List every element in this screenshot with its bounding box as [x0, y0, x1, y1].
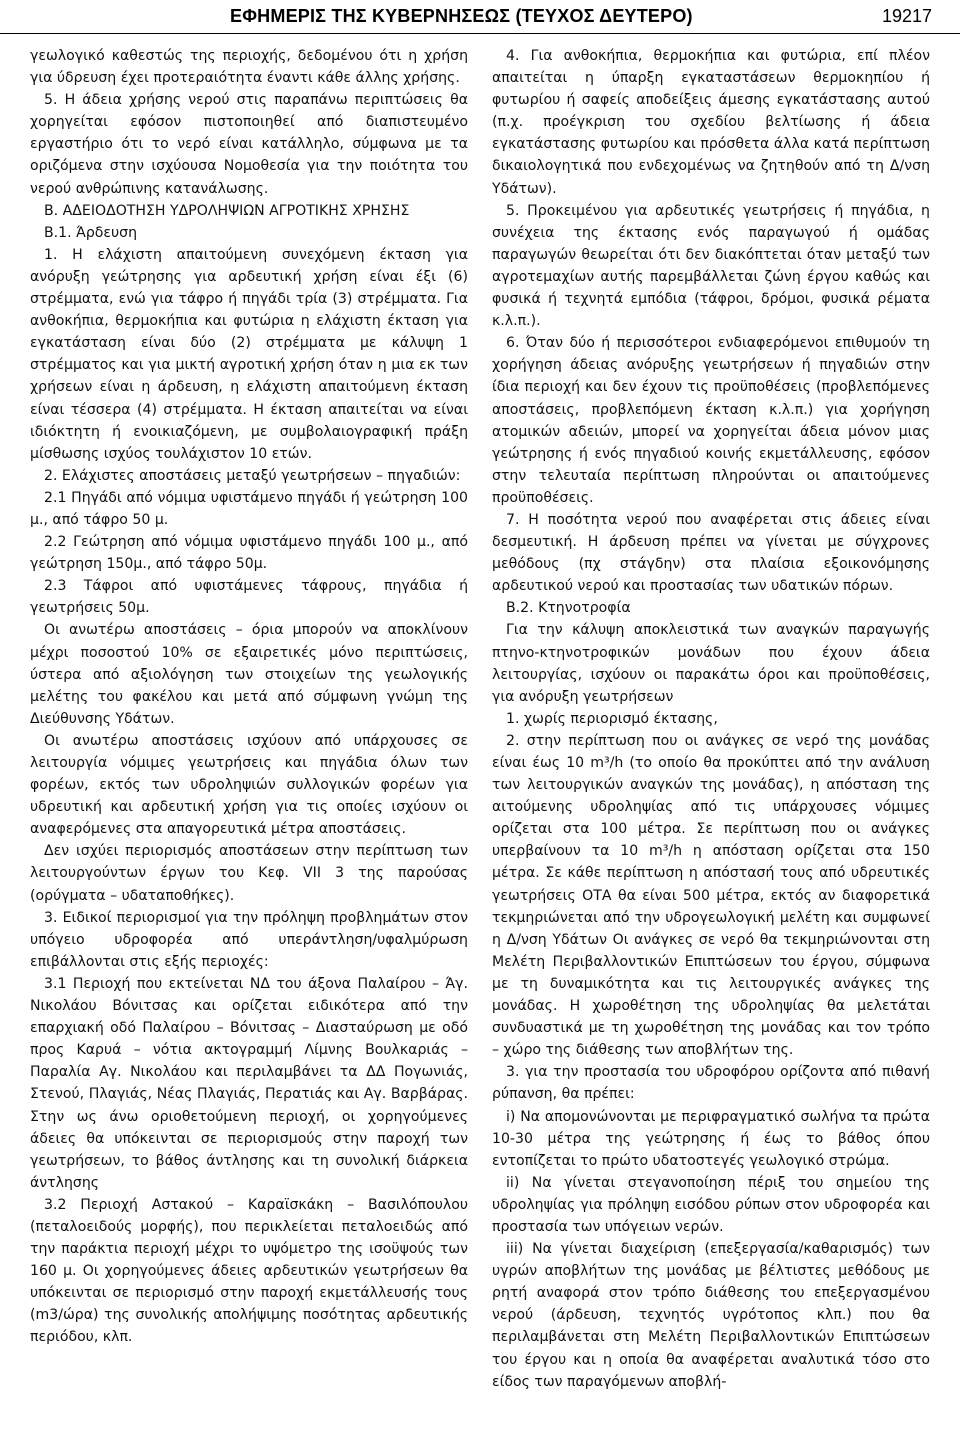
paragraph: 2. στην περίπτωση που οι ανάγκες σε νερό της μονάδας είναι έως 10 m³/h (το οποίο θα προκύπτει από την ανάλυση των λειτουργικών αναγκών της μονάδας), η απόσταση της αιτούμενης υδροληψίας από τις υπάρχουσες νόμιμες ορίζεται στα 100 μέτρα. Σε περίπτωση που οι ανάγκες υπερβαίνουν τα 10 m³/h η απόσταση ορίζεται στα 150 μέτρα. Σε κάθε περίπτωση η απόστασή τους από υδρευτικές γεωτρήσεις ΟΤΑ θα είναι 500 μέτρα, εκτός αν διαφορετικά τεκμηριώνεται από την υδρογεωλογική μελέτη και συμφωνεί η Δ/νση Υδάτων Οι ανάγκες σε νερό θα τεκμηριώνονται στη Μελέτη Περιβαλλοντικών Επιπτώσεων του έργου, σύμφωνα με τη δυναμικότητα και τις λειτουργικές ανάγκες της μονάδας. Η χωροθέτηση της υδροληψίας θα μελετάται συνδυαστικά με τη χωροθέτηση της μονάδας και τον τρόπο – χώρο της διάθεσης των αποβλήτων της.: [492, 732, 930, 1059]
section-heading: Β. ΑΔΕΙΟΔΟΤΗΣΗ ΥΔΡΟΛΗΨΙΩΝ ΑΓΡΟΤΙΚΗΣ ΧΡΗΣΗΣ: [44, 202, 410, 219]
paragraph: i) Να απομονώνονται με περιφραγματικό σωλήνα τα πρώτα 10-30 μέτρα της γεώτρησης ή έως το βάθος όπου εντοπίζεται το πρώτο υδατοστεγές γεωλογικό στρώμα.: [492, 1108, 930, 1169]
paragraph: 4. Για ανθοκήπια, θερμοκήπια και φυτώρια, επί πλέον απαιτείται η ύπαρξη εγκαταστάσεων θερμοκηπίου ή φυτωρίου ή σαφείς αποδείξεις άμεσης εγκατάστασης αυτού (π.χ. προέγκριση του σχεδίου βελτίωσης ή άδεια εγκατάστασης φυτωρίου και πρόσθετα άλλα κατά περίπτωση δικαιολογητικά που ενδεχομένως να ζητηθούν από τη Δ/νση Υδάτων).: [492, 48, 930, 197]
paragraph: 2. Ελάχιστες αποστάσεις μεταξύ γεωτρήσεων – πηγαδιών:: [44, 467, 461, 484]
paragraph: 3. Ειδικοί περιορισμοί για την πρόληψη προβλημάτων στον υπόγειο υδροφορέα από υπεράντληση/υφαλμύρωση επιβάλλονται στις εξής περιοχές:: [30, 909, 468, 970]
paragraph: 3. για την προστασία του υδροφόρου ορίζοντα από πιθανή ρύπανση, θα πρέπει:: [492, 1064, 930, 1103]
page-header: [30, 6, 940, 30]
paragraph: Για την κάλυψη αποκλειστικά των αναγκών παραγωγής πτηνο-κτηνοτροφικών μονάδων που έχουν άδεια λειτουργίας, ισχύουν οι παρακάτω όροι και προϋποθέσεις, για ανόρυξη γεωτρήσεων: [492, 622, 930, 705]
paragraph: 6. Όταν δύο ή περισσότεροι ενδιαφερόμενοι επιθυμούν τη χορήγηση άδειας ανόρυξης γεωτρήσεων ή πηγαδιών στην ίδια περιοχή και δεν έχουν τις προϋποθέσεις (προβλεπόμενες αποστάσεις, προβλεπόμενη έκταση κ.λ.π.) για χορήγηση ατομικών αδειών, μπορεί να χορηγείται άδεια μόνον μιας γεώτρησης ή ενός πηγαδιού κοινής εκμετάλλευσης, εφόσον στην τελευταία περίπτωση πληρούνται οι απαιτούμενες προϋποθέσεις.: [492, 335, 930, 506]
subsection-heading: Β.2. Κτηνοτροφία: [506, 600, 631, 617]
paragraph: 5. Η άδεια χρήσης νερού στις παραπάνω περιπτώσεις θα χορηγείται εφόσον πιστοποιηθεί από διαπιστευμένο εργαστήριο ότι το νερό είναι κατάλληλο, σύμφωνα με τα οριζόμενα στην ισχύουσα Νομοθεσία για την ποιότητα του νερού ανθρώπινης κατανάλωσης.: [30, 92, 468, 197]
paragraph: 5. Προκειμένου για αρδευτικές γεωτρήσεις ή πηγάδια, η συνέχεια της έκτασης ενός παραγωγού ή ομάδας παραγωγών θεωρείται ότι δεν διακόπτεται όταν μεταξύ των αγροτεμαχίων αυτής παρεμβάλλεται ζώνη έργου καθώς και φυσικά ή τεχνητά εμπόδια (τάφροι, δρόμοι, φυσικά ρέματα κ.λ.π.).: [492, 202, 930, 330]
paragraph: 7. Η ποσότητα νερού που αναφέρεται στις άδειες είναι δεσμευτική. Η άρδευση πρέπει να γίνεται με σύγχρονες μεθόδους (πχ στάγδην) στα πλαίσια εξοικονόμησης αρδευτικού νερού και προστασίας των υδατικών πόρων.: [492, 511, 930, 595]
header-rule: [0, 33, 960, 34]
paragraph: iii) Να γίνεται διαχείριση (επεξεργασία/καθαρισμός) των υγρών αποβλήτων της μονάδας με βέλτιστες μεθόδους με ρητή αναφορά στον τρόπο διάθεσης του επεξεργασμένου νερού (άρδευση, τεχνητός υγρότοπος κλπ.) που θα περιλαμβάνεται στη Μελέτη Περιβαλλοντικών Επιπτώσεων του έργου και η οποία θα αναφέρεται αναλυτικά τόσο στο είδος των παραγόμενων αποβλή-: [492, 1241, 930, 1390]
paragraph: Οι ανωτέρω αποστάσεις ισχύουν από υπάρχουσες σε λειτουργία νόμιμες γεωτρήσεις και πηγάδια όλων των φορέων, εκτός των υδροληψιών συλλογικών φορέων για υδρευτική και αρδευτική χρήση για τις οποίες ισχύουν οι αναφερόμενες στα απαγορευτικά μέτρα αποστάσεις.: [30, 732, 468, 838]
paragraph: 2.3 Τάφροι από υφιστάμενες τάφρους, πηγάδια ή γεωτρήσεις 50μ.: [30, 578, 468, 617]
header-title: ΕΦΗΜΕΡΙΣ ΤΗΣ ΚΥΒΕΡΝΗΣΕΩΣ (ΤΕΥΧΟΣ ΔΕΥΤΕΡΟ): [230, 6, 693, 26]
paragraph: ii) Να γίνεται στεγανοποίηση πέριξ του σημείου της υδροληψίας για πρόληψη εισόδου ρύπων στον υδροφορέα και προστασία των υπόγειων νερών.: [492, 1174, 930, 1235]
left-column: [30, 45, 468, 1349]
paragraph: γεωλογικό καθεστώς της περιοχής, δεδομένου ότι η χρήση για ύδρευση έχει προτεραιότητα έναντι κάθε άλλης χρήσης.: [30, 48, 468, 87]
paragraph: 3.2 Περιοχή Αστακού – Καραϊσκάκη – Βασιλόπουλου (πεταλοειδούς μορφής), που περικλείεται πεταλοειδώς από την παράκτια περιοχή μέχρι το υψόμετρο της ισοϋψούς των 160 μ. Οι χορηγούμενες άδειες αρδευτικών γεωτρήσεων θα υπόκεινται σε περιορισμό στην παροχή εκμετάλλευσής τους (m3/ώρα) της συνολικής απολήψιμης ποσότητας αρδευτικής περιόδου, κλπ.: [30, 1196, 468, 1346]
paragraph: Οι ανωτέρω αποστάσεις – όρια μπορούν να αποκλίνουν μέχρι ποσοστού 10% σε εξαιρετικές μόνο περιπτώσεις, ύστερα από αξιολόγηση των στοιχείων της γεωλογικής μελέτης του φακέλου και μετά από σύμφωνη γνώμη της Διεύθυνσης Υδάτων.: [30, 622, 468, 727]
paragraph: 2.1 Πηγάδι από νόμιμα υφιστάμενο πηγάδι ή γεώτρηση 100 μ., από τάφρο 50 μ.: [30, 489, 468, 528]
paragraph: 2.2 Γεώτρηση από νόμιμα υφιστάμενο πηγάδι 100 μ., από γεώτρηση 150μ., από τάφρο 50μ.: [30, 534, 468, 573]
subsection-heading: Β.1. Άρδευση: [44, 224, 138, 241]
paragraph: Δεν ισχύει περιορισμός αποστάσεων στην περίπτωση των λειτουργούντων έργων του Κεφ. VII 3 της παρούσας (ορύγματα – υδαταποθήκες).: [30, 843, 468, 904]
paragraph: 1. χωρίς περιορισμό έκτασης,: [506, 710, 718, 727]
page-number: 19217: [881, 6, 932, 26]
paragraph: 3.1 Περιοχή που εκτείνεται ΝΔ του άξονα Παλαίρου – Άγ. Νικολάου Βόνιτσας και ορίζεται ειδικότερα από την επαρχιακή οδό Παλαίρου – Βόνιτσας – Διασταύρωση με οδό προς Καρυά – νότια ακτογραμμή Λίμνης Βουλκαριάς – Παραλία Αγ. Νικολάου και περιλαμβάνει τα ΔΔ Πογωνιάς, Στενού, Πλαγιάς, Νέας Πλαγιάς, Περατιάς και Αγ. Βαρβάρας. Στην ως άνω οριοθετούμενη περιοχή, οι χορηγούμενες άδειες θα υπόκεινται σε περιορισμούς στην παροχή των γεωτρήσεων, το βάθος άντλησης και τη συνολική διάρκεια άντλησης: [30, 975, 468, 1191]
paragraph: 1. Η ελάχιστη απαιτούμενη συνεχόμενη έκταση για ανόρυξη γεώτρησης για αρδευτική χρήση είναι έξι (6) στρέμματα, ενώ για τάφρο ή πηγάδι τρία (3) στρέμματα. Για ανθοκήπια, θερμοκήπια και φυτώρια η ελάχιστη έκταση για εγκατάσταση είναι δύο (2) στρέμματα με κάλυψη 1 στρέμματος και για μικτή αγροτική χρήση όταν η μια εκ των χρήσεων είναι η άρδευση, η ελάχιστη απαιτούμενη έκταση είναι τέσσερα (4) στρέμματα. Η έκταση απαιτείται να είναι ιδιόκτητη ή ενοικιαζόμενη, με συμβολαιογραφική πράξη μίσθωσης ισχύος τουλάχιστον 10 ετών.: [30, 246, 468, 462]
right-column: [492, 45, 930, 1393]
